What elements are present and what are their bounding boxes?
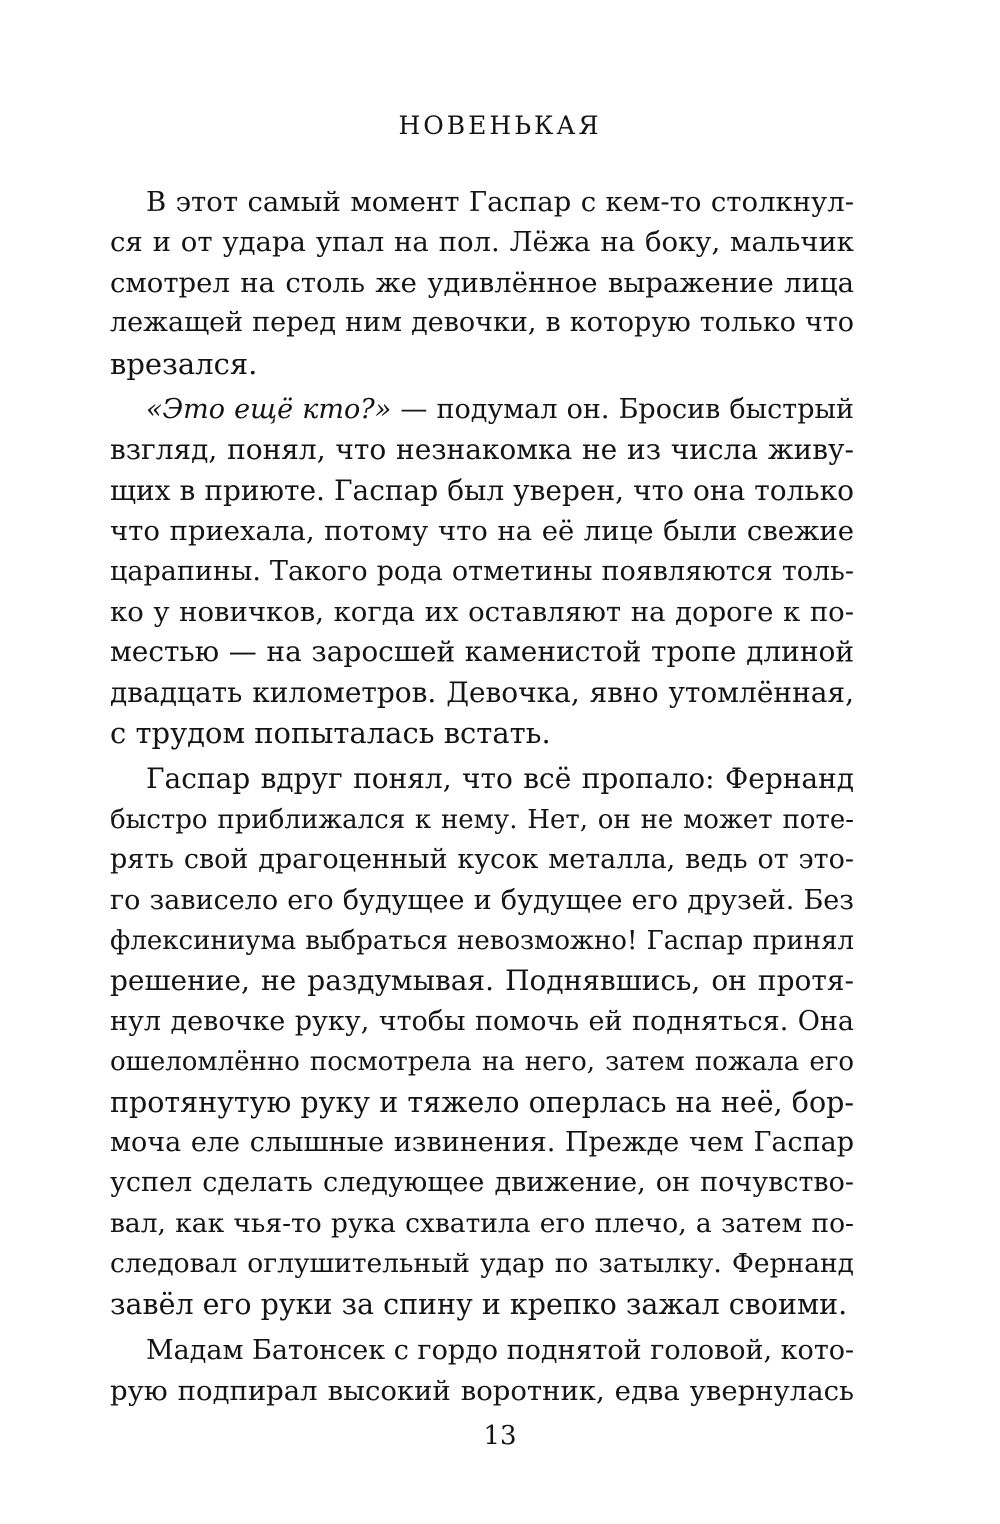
text-line: ошеломлённо посмотрела на него, затем пожала его (110, 1047, 854, 1078)
text-line: В этот самый момент Гаспар с кем-то столкнул- (146, 186, 854, 218)
text-line: царапины. Такого рода отметины появляются толь- (110, 555, 854, 587)
text-line: рять свой драгоценный кусок металла, ведь от это- (110, 844, 854, 876)
text-line: щих в приюте. Гаспар был уверен, что она только (110, 473, 854, 507)
text-line: взгляд, понял, что незнакомка не из числа живу- (110, 433, 854, 467)
text-line: успел сделать следующее движение, он почувство- (110, 1167, 854, 1199)
body-text (110, 182, 854, 1412)
italic-thought: «Это ещё кто?» (146, 393, 392, 425)
text-line: ко у новичков, когда их оставляют на дороге к по- (110, 595, 854, 628)
text-line: что приехала, потому что на её лице были свежие (110, 515, 854, 548)
paragraph (110, 759, 854, 1324)
text-line: с трудом попыталась встать. (110, 716, 551, 751)
text-line: двадцать километров. Девочка, явно утомлённая, (110, 675, 854, 709)
text-line: ся и от удара упал на пол. Лёжа на боку, мальчик (110, 226, 854, 259)
text-line: следовал оглушительный удар по затылку. Фернанд (110, 1248, 854, 1280)
text-line: врезался. (110, 346, 258, 381)
text-line: смотрел на столь же удивлённое выражение лица (110, 266, 854, 299)
text-line: моча еле слышные извинения. Прежде чем Гаспар (110, 1126, 854, 1158)
page-number: 13 (483, 1421, 517, 1451)
text-line: Мадам Батонсек с гордо поднятой головой, кото- (146, 1334, 855, 1366)
running-header: НОВЕНЬКАЯ (398, 111, 602, 140)
text-line: завёл его руки за спину и крепко зажал своими. (110, 1287, 848, 1321)
text-line: го зависело его будущее и будущее его друзей. Без (110, 884, 854, 916)
text-line: быстро приближался к нему. Нет, он не может поте- (110, 804, 854, 835)
text-line: протянутую руку и тяжело оперлась на неё, бор- (110, 1085, 854, 1119)
paragraph (110, 1331, 854, 1412)
text-line: решение, не раздумывая. Поднявшись, он протя- (110, 964, 854, 998)
text-line: лежащей перед ним девочки, в которую только что (110, 307, 854, 339)
text-line: рую подпирал высокий воротник, едва увернулась (110, 1375, 854, 1408)
paragraph (110, 390, 854, 754)
text-line (110, 390, 854, 430)
text-line: местью — на заросшей каменистой тропе длиной (110, 635, 854, 669)
text-line: нул девочке руку, чтобы помочь ей подняться. Она (110, 1005, 854, 1037)
paragraph (110, 182, 854, 384)
text-run: — подумал он. Бросив быстрый (391, 393, 854, 425)
text-line: Гаспар вдруг понял, что всё пропало: Фернанд (146, 762, 854, 796)
text-line: вал, как чья-то рука схватила его плечо, а затем по- (110, 1207, 854, 1239)
text-line: флексиниума выбраться невозможно! Гаспар принял (110, 926, 854, 957)
